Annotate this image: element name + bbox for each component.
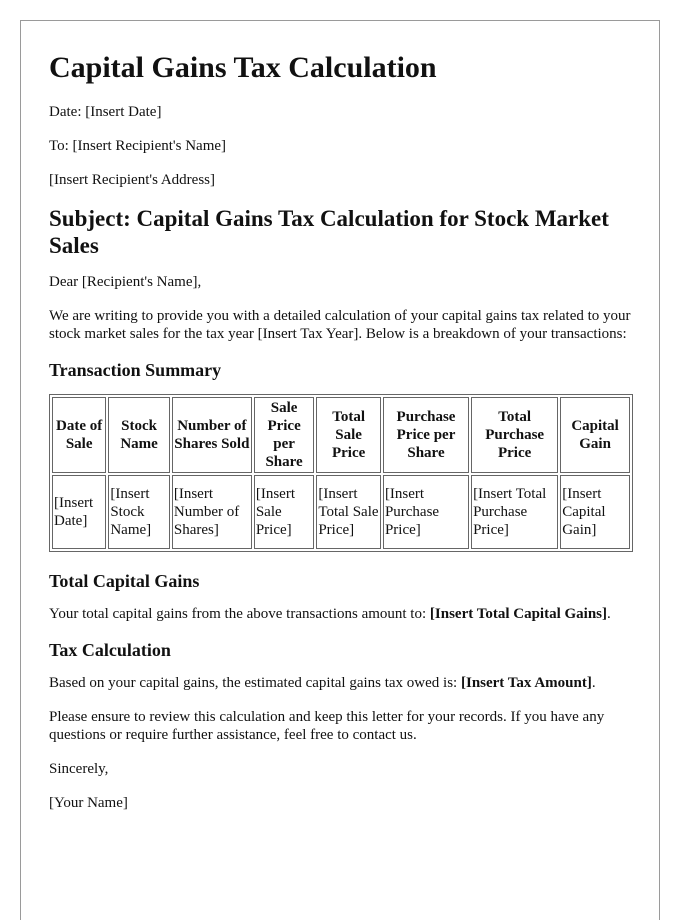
table-cell: [Insert Total Purchase Price] [471, 475, 558, 549]
column-header: Purchase Price per Share [383, 397, 469, 473]
column-header: Stock Name [108, 397, 170, 473]
tax-end: . [591, 675, 596, 691]
recipient-line: To: [Insert Recipient's Name] [49, 138, 227, 154]
tax-calculation-paragraph [49, 674, 631, 692]
table-cell: [Insert Capital Gain] [560, 475, 630, 549]
letter-title: Capital Gains Tax Calculation [49, 51, 437, 84]
table-row [52, 475, 630, 549]
column-header: Date of Sale [52, 397, 106, 473]
table-cell: [Insert Total Sale Price] [316, 475, 381, 549]
tax-calculation-heading: Tax Calculation [49, 640, 171, 660]
closing-note: Please ensure to review this calculation and keep this letter for your records. If you have any questions or require further assistance, feel free to contact us. [49, 709, 605, 743]
total-end: . [607, 606, 611, 622]
tax-text: Based on your capital gains, the estimated capital gains tax owed is: [49, 675, 461, 691]
total-text: Your total capital gains from the above transactions amount to: [49, 606, 430, 622]
total-capital-gains-paragraph [49, 605, 631, 623]
table-cell: [Insert Sale Price] [254, 475, 315, 549]
tax-value: [Insert Tax Amount] [460, 675, 592, 691]
subject-heading: Subject: Capital Gains Tax Calculation for Stock Market Sales [49, 206, 609, 258]
table-header-row [52, 397, 630, 473]
intro-paragraph: We are writing to provide you with a detailed calculation of your capital gains tax related to your stock market sales for the tax year [Insert Tax Year]. Below is a breakdown of your transactions: [49, 308, 631, 342]
table-cell: [Insert Number of Shares] [172, 475, 252, 549]
salutation: Dear [Recipient's Name], [49, 274, 202, 290]
column-header: Total Purchase Price [471, 397, 558, 473]
column-header: Total Sale Price [316, 397, 381, 473]
column-header: Number of Shares Sold [172, 397, 252, 473]
table-cell: [Insert Purchase Price] [383, 475, 469, 549]
column-header: Capital Gain [560, 397, 630, 473]
date-line: Date: [Insert Date] [49, 104, 162, 120]
letter-page [20, 20, 660, 920]
signature: [Your Name] [49, 795, 128, 811]
table-cell: [Insert Stock Name] [108, 475, 170, 549]
transaction-summary-heading: Transaction Summary [49, 360, 222, 380]
address-line: [Insert Recipient's Address] [49, 172, 215, 188]
signoff: Sincerely, [49, 761, 109, 777]
table-cell: [Insert Date] [52, 475, 106, 549]
total-capital-gains-heading: Total Capital Gains [49, 571, 200, 591]
transaction-table [49, 394, 633, 552]
total-value: [Insert Total Capital Gains] [429, 606, 608, 622]
column-header: Sale Price per Share [254, 397, 315, 473]
